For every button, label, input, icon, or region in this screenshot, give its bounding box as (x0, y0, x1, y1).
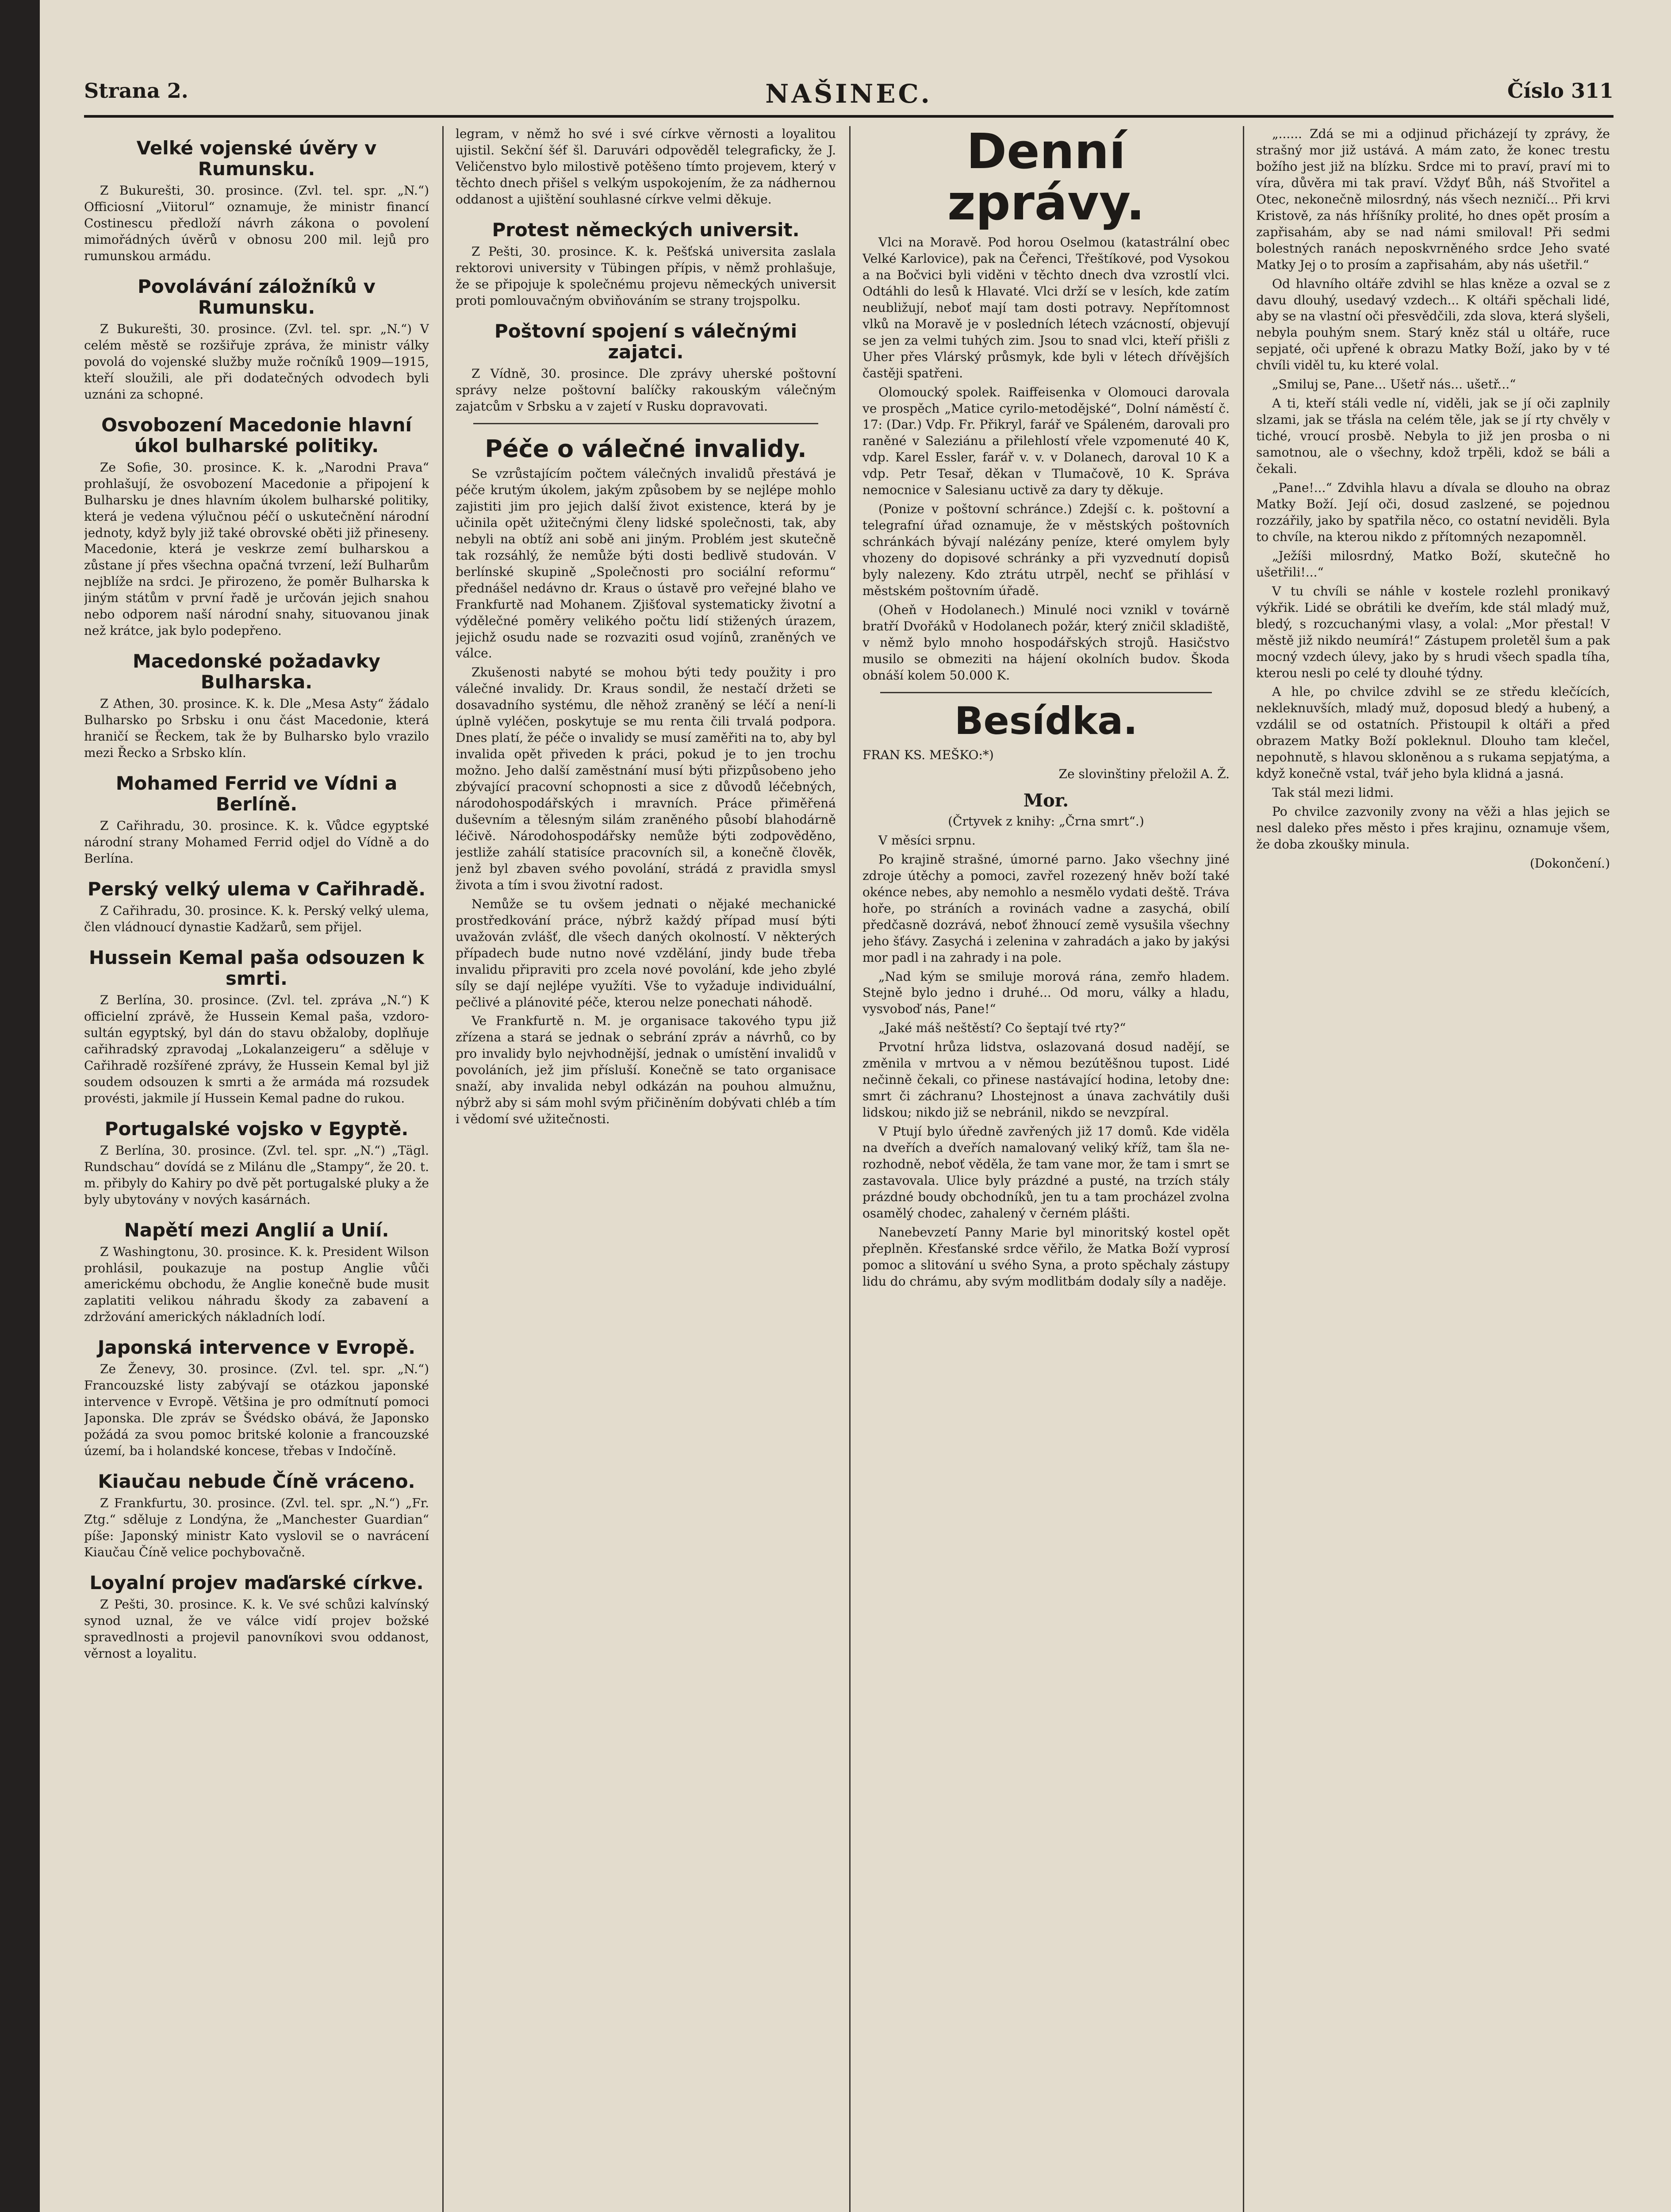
story-paragraph: „Pane!...“ Zdvihla hlavu a dívala se dlouho na obraz Matky Boží. Její oči, dosud zaslzené, se pojednou rozzářily, jako by spatřila něco, co ostatní neviděli. Byla to chvíle, na kterou nikdo z přítomných nezapomněl. (1256, 480, 1610, 544)
article-body: (Oheň v Hodolanech.) Minulé noci vznikl v továrně bratří Dvořáků v Hodolanech požár, který zničil skladiště, v němž bylo mnoho hospodářských strojů. Hasičstvo musilo se obmeziti na hájení okolních budov. Škoda obnáší kolem 50.000 K. (862, 602, 1230, 683)
article-headline: Kiaučau nebude Číně vráceno. (98, 1471, 415, 1493)
article-body: Nemůže se tu ovšem jednati o nějaké mechanické prostředkování práce, nýbrž každý případ musí býti uvažován zvlášť, dle všech daných okolností. V některých případech bude nutno nové vzdělání, jindy bude třeba invalidu připraviti pro zcela nové povolání, kde jeho zbylé síly se dají nejlépe využíti. Vše to vyžaduje individuální, pečlivé a plánovité péče, kterou nelze ponechati náhodě. (456, 896, 836, 1010)
article-body: Z Vídně, 30. prosince. Dle zprávy uherské poštovní správy nelze poštovní balíčky rakouským válečným zajatcům v Srbsku a v zajetí v Rusku dopravovati. (456, 366, 836, 414)
article-headline: Mohamed Ferrid ve Vídni a Berlíně. (115, 772, 398, 815)
article-body: Z Pešti, 30. prosince. K. k. Pešťská universita zaslala rektorovi university v Tübingen přípis, v němž prohlašuje, že se připojuje k společnému projevu německých universit proti pomlouvačným obviňováním se strany trojspolku. (456, 244, 836, 308)
article-body: Z Frankfurtu, 30. prosince. (Zvl. tel. spr. „N.“) „Fr. Ztg.“ sděluje z Londýna, že „Manchester Guardian“ píše: Japonský ministr Kato vyslovil se o navrácení Kiaučau Číně velice pochybovačně. (84, 1496, 429, 1559)
column-1 (84, 126, 429, 2212)
article-body: Z Bukurešti, 30. prosince. (Zvl. tel. spr. „N.“) V celém městě se rozšiřuje zpráva, že ministr války povolá do vojenské služby muže ročníků 1909—1915, kteří sloužili, ale při dodatečných odvodech byli uznáni za schopné. (84, 321, 429, 402)
article-headline: Portugalské vojsko v Egyptě. (104, 1118, 409, 1140)
article-body: Z Cařihradu, 30. prosince. K. k. Vůdce egyptské národní strany Mohamed Ferrid odjel do Vídně a do Berlína. (84, 818, 429, 866)
paper-title: NAŠINEC. (765, 79, 932, 109)
article-headline: Poštovní spojení s válečnými zajatci. (494, 320, 797, 363)
section-divider (473, 423, 818, 424)
story-paragraph: Po chvilce zazvonily zvony na věži a hlas jejich se nesl daleko přes město i přes krajinu, oznamuje všem, že doba zkoušky minula. (1256, 804, 1610, 852)
story-author: FRAN KS. MEŠKO:*) (862, 748, 994, 763)
article-body: Vlci na Moravě. Pod horou Oselmou (katastrální obec Velké Karlovice), pak na Čeřenci, Třeštíkové, pod Vysokou a na Bočvici byli viděni v těchto dnech dva vzrostlí vlci. Odtáhli do lesů k Hlavaté. Vlci drží se v lesích, kde zatím neubližují, neboť mají tam dosti potravy. Nepřítomnost vlků na Moravě je v posledních létech vzácností, objevují se jen za velmi tuhých zim. Jsou to snad vlci, kteří přišli z Uher přes Vlárský průsmyk, kde byli v létech dřívějších častěji spatřeni. (862, 235, 1230, 380)
article-body: Z Berlína, 30. prosince. (Zvl. tel. zpráva „N.“) K officielní zprávě, že Hussein Kemal paša, vzdoro-sultán egyptský, byl dán do stavu obžaloby, doplňuje cařihradský zpravodaj „Lokalanzeigeru“ a sděluje v Cařihradě rozšířené zprávy, že Hussein Kemal byl již soudem odsouzen k smrti a že armáda má rozsudek provésti, jakmile jí Hussein Kemal padne do rukou. (84, 993, 429, 1106)
story-continuation: (Dokončení.) (1529, 856, 1610, 871)
article-headline: Perský velký ulema v Cařihradě. (87, 878, 426, 900)
article-headline: Velké vojenské úvěry v Rumunsku. (136, 137, 377, 180)
article-body: legram, v němž ho své i své církve věrnosti a loyalitou ujistil. Sekční šéf šl. Daruvári odpověděl telegraficky, že J. Veličenstvo bylo milostivě potěšeno tímto projevem, který v těchto dnech přišel s velkým uspokojením, že za nádhernou oddanost a ujištění souhlasné církve velmi děkuje. (456, 127, 836, 207)
article-body: Z Berlína, 30. prosince. (Zvl. tel. spr. „N.“) „Tägl. Rundschau“ dovídá se z Milánu dle „Stampy“, že 20. t. m. přibyly do Kahiry po dvě pět portugalské pluky a že byly ubytovány v nových kasárnách. (84, 1143, 429, 1207)
section-divider (880, 692, 1212, 693)
story-subtitle: (Črtyvek z knihy: „Črna smrt“.) (948, 814, 1144, 829)
article-headline: Povolávání záložníků v Rumunsku. (138, 275, 376, 318)
section-title: Besídka. (954, 699, 1138, 743)
column-rule (1243, 126, 1244, 2212)
article-headline: Protest německých universit. (492, 219, 800, 241)
story-paragraph: Tak stál mezi lidmi. (1272, 785, 1394, 800)
issue-number: Číslo 311 (1507, 79, 1614, 103)
story-title: Mor. (1023, 790, 1069, 811)
story-translator: Ze slovinštiny přeložil A. Ž. (1058, 766, 1230, 781)
story-paragraph: „Nad kým se smiluje morová rána, zemřo hladem. Stejně bylo jedno i druhé... Od moru, války a hladu, vysvoboď nás, Pane!“ (862, 969, 1230, 1017)
story-paragraph: „Smiluj se, Pane... Ušetř nás... ušetř...“ (1272, 377, 1516, 392)
story-paragraph: Prvotní hrůza lidstva, oslazovaná dosud nadějí, se změnila v mrtvou a v němou bezútěšnou tupost. Lidé nečinně čekali, co přinese nastávající hodina, letoby dne: smrt či záchranu? Lhostejnost a únava zachvátily duši lidskou; nikdo již se nebránil, nikdo se nevzpíral. (862, 1040, 1230, 1120)
article-body: Ve Frankfurtě n. M. je organisace takového typu již zřízena a stará se jednak o sebrání zpráv a návrhů, co by pro invalidy bylo nejvhodnější, jednak o umístění invalidů v povoláních, jež jim přísluší. Konečně se tato organisace snaží, aby invalida nebyl odkázán na pouhou almužnu, nýbrž aby si sám mohl svým přičiněním dobývati chléb a tím i vědomí své užitečnosti. (456, 1014, 836, 1127)
story-paragraph: V Ptují bylo úředně zavřených již 17 domů. Kde viděla na dveřích a dveřích namalovaný veliký kříž, tam šla nerozhodně, neboť věděla, že tam vane mor, že tam i smrt se zastavovala. Ulice byly prázdné a pusté, na trzích stály prázdné boudy obchodníků, jen tu a tam procházel zvolna osamělý chodec, zahalený v černém plášti. (862, 1124, 1230, 1221)
article-headline: Osvobození Macedonie hlavní úkol bulharské politiky. (101, 414, 412, 457)
story-paragraph: „...... Zdá se mi a odjinud přicházejí ty zprávy, že strašný mor již ustává. A mám zato, že konec trestu božího jest již na blízku. Srdce mi to praví, praví mi to víra, důvěra mi tak praví. Vždyť Bůh, náš Stvořitel a Otec, nekonečně milosrdný, nás všech nezničí... Při krvi Kristově, za nás hříšníky prolité, ho dnes opět prosím a zapřisahám, aby se nad námi smiloval! Při sedmi bolestných ranách neposkvrněného srdce Jeho svaté Matky Jej o to prosím a zapřisahám, aby nás ušetřil.“ (1256, 127, 1610, 272)
column-2 (456, 126, 836, 2212)
story-paragraph: Nanebevzetí Panny Marie byl minoritský kostel opět přeplněn. Křesťanské srdce věřilo, že Matka Boží vyprosí pomoc a slitování u svého Syna, a proto spěchaly zástupy lidu do chrámu, aby svým modlitbám dodaly síly a naděje. (862, 1225, 1230, 1289)
column-4 (1256, 126, 1610, 2212)
article-body: Z Washingtonu, 30. prosince. K. k. President Wilson prohlásil, poukazuje na postup Anglie vůči americkému obchodu, že Anglie konečně bude musit zaplatiti velikou náhradu škody za zabavení a zdržování amerických nákladních lodí. (84, 1244, 429, 1325)
story-paragraph: A hle, po chvilce zdvihl se ze středu klečících, nekleknuvších, mladý muž, doposud bledý a hubený, a vzdálil se od ostatních. Přistoupil k oltáři a před obrazem Matky Boží pokleknul. Dlouho tam klečel, nepohnutě, s hlavou skloněnou a s rukama sepjatýma, a když konečně vstal, tvář jeho byla klidná a jasná. (1256, 684, 1610, 781)
section-title: Denní zprávy. (947, 126, 1145, 231)
article-body: Z Athen, 30. prosince. K. k. Dle „Mesa Asty“ žádalo Bulharsko po Srbsku i onu část Macedonie, která hraničí se Řeckem, tak že by Bulharsko bylo vrazilo mezi Řecko a Srbsko klín. (84, 696, 429, 760)
story-paragraph: A ti, kteří stáli vedle ní, viděli, jak se jí oči zaplnily slzami, jak se třásla na celém těle, jak se jí rty chvěly v tiché, vroucí prosbě. Nebyla to již jen prosba o ni samotnou, ale o všechny, kdož trpěli, kdož se báli a čekali. (1256, 396, 1610, 476)
story-paragraph: V měsíci srpnu. (878, 833, 976, 848)
column-rule (849, 126, 851, 2212)
story-paragraph: V tu chvíli se náhle v kostele rozlehl pronikavý výkřik. Lidé se obrátili ke dveřím, kde stál mladý muž, bledý, s rozcuchanými vlasy, a volal: „Mor přestal! V městě již nikdo neumírá!“ Zástupem proletěl šum a pak mocný vzdech úlevy, jako by s hrudi všech spadla tíha, kterou nesli po celé ty dlouhé týdny. (1256, 584, 1610, 680)
article-headline: Napětí mezi Anglií a Unií. (124, 1219, 389, 1241)
article-body: Se vzrůstajícím počtem válečných invalidů přestává je péče krutým úkolem, jakým způsobem by se nejlépe mohlo zajistiti jim pro jejich další život existence, která by je učinila opět užitečnými členy lidské společnosti, tak, aby nebyli na obtíž ani sobě ani jiným. Problém jest skutečně tak rozsáhlý, že nemůže býti dosti bedlivě studován. V berlínské skupině „Společnosti pro sociální reformu“ přednášel nedávno dr. Kraus o ústavě pro veřejné blaho ve Frankfurtě nad Mohanem. Zjišťoval systematicky životní a výdělečné poměry velikého počtu lidí stižených úrazem, jejichž osudu nade se rozvaziti osud vojínů, zraněných ve válce. (456, 466, 836, 661)
article-headline: Macedonské požadavky Bulharska. (132, 650, 381, 693)
article-body: Z Bukurešti, 30. prosince. (Zvl. tel. spr. „N.“) Officiosní „Viitorul“ oznamuje, že ministr financí Costinescu předloží návrh zákona o povolení mimořádných úvěrů v obnosu 200 mil. lejů pro rumunskou armádu. (84, 183, 429, 263)
article-body: Zkušenosti nabyté se mohou býti tedy použity i pro válečné invalidy. Dr. Kraus sondil, že nestačí držeti se dosavadního systému, dle něhož zraněný se léčí a není-li úplně vyléčen, poskytuje se mu renta čili trvalá podpora. Dnes platí, že péče o invalidy se musí zaměřiti na to, aby byl invalida opět přiveden k práci, pokud je to jen trochu možno. Jeho další zaměstnání musí býti přizpůsobeno jeho zbývající pracovní schopnosti a sice z důvodů léčebných, národohospodářských i mravních. Práce přiměřená duševním a tělesným silám zraněného působí blahodárně léčivě. Národohospodářsky nemůže býti zodpověděno, jestliže zahálí statisíce pracovních sil, a konečně člověk, jenž byl zbaven svého povolání, strádá z pravidla smysl života a tím i svou životní radost. (456, 665, 836, 892)
article-body: Z Cařihradu, 30. prosince. K. k. Perský velký ulema, člen vládnoucí dynastie Kadžarů, sem přijel. (84, 903, 429, 934)
story-paragraph: „Ježíši milosrdný, Matko Boží, skutečně ho ušetřili!...“ (1256, 548, 1610, 580)
article-body: Z Pešti, 30. prosince. K. k. Ve své schůzi kalvínský synod uznal, že ve válce vidí projev božské spravedlnosti a projevil panovníkovi svou oddanost, věrnost a loyalitu. (84, 1597, 429, 1661)
page-label: Strana 2. (84, 79, 188, 103)
article-headline: Japonská intervence v Evropě. (97, 1336, 416, 1359)
article-headline: Loyalní projev maďarské církve. (89, 1571, 424, 1594)
column-3 (862, 126, 1230, 2212)
column-rule (442, 126, 444, 2212)
article-headline: Péče o válečné invalidy. (485, 434, 807, 463)
story-paragraph: „Jaké máš neštěstí? Co šeptají tvé rty?“ (878, 1021, 1126, 1036)
story-paragraph: Po krajině strašné, úmorné parno. Jako všechny jiné zdroje útěchy a pomoci, zavřel rozezený hněv boží také okénce nebes, aby nemohlo a nesmělo vydati deště. Tráva hoře, po stráních a rovinách vadne a zasychá, obilí předčasně dozrává, neboť žhnoucí země vysušila všechny jeho šťávy. Zasychá i zelenina v zahradách a jako by jakýsi mor padl i na zahrady i na pole. (862, 852, 1230, 965)
article-body: Ze Ženevy, 30. prosince. (Zvl. tel. spr. „N.“) Francouzské listy zabývají se otázkou japonské intervence v Evropě. Většina je pro odmítnutí pomoci Japonska. Dle zpráv se Švédsko obává, že Japonsko požádá za svou pomoc britské kolonie a francouzské území, ba i holandské koncese, třebas v Indočíně. (84, 1362, 429, 1459)
page-header (84, 75, 1614, 118)
article-body: Ze Sofie, 30. prosince. K. k. „Narodni Prava“ prohlašují, že osvobození Macedonie a připojení k Bulharsku je dnes hlavním úkolem bulharské politiky, která je vedena výlučnou péčí o uskutečnění národní jednoty, když byly již také obrovské oběti již přineseny. Macedonie, která je veskrze zemí bulharskou a zůstane jí přes všechna opačná tvrzení, leží Bulharům nejblíže na srdci. Je přirozeno, že poměr Bulharska k jiným státům v první řadě je určován jejich snahou nebo odporem naší národní snahy, situovanou jinak než krátce, jak bylo podepřeno. (84, 460, 429, 638)
article-body: (Ponize v poštovní schránce.) Zdejší c. k. poštovní a telegrafní úřad oznamuje, že v městských poštovních schránkách bývají nalézány peníze, které omylem byly vhozeny do dopisové schránky a při vyzvednutí dopisů byly nalezeny. Kdo ztrátu utrpěl, nechť se přihlásí v městském poštovním úřadě. (862, 502, 1230, 599)
article-headline: Hussein Kemal paša odsouzen k smrti. (88, 946, 425, 989)
article-body: Olomoucký spolek. Raiffeisenka v Olomouci darovala ve prospěch „Matice cyrilo-metodějské“, Dolní náměstí č. 17: (Dar.) Vdp. Fr. Přikryl, farář ve Spáleném, darovali pro raněné v Saleziánu a přilehlostí vřele vzpomenuté 40 K, vdp. Karel Essler, farář v. v. v Dolanech, daroval 10 K a vdp. Petr Tesař, děkan v Tlumačově, 10 K. Správa nemocnice v Salesianu uctivě za dary ty děkuje. (862, 384, 1230, 498)
story-paragraph: Od hlavního oltáře zdvihl se hlas kněze a ozval se z davu dlouhý, usedavý vzdech... K oltáři spěchali lidé, aby se na vlastní oči přesvědčili, zda slova, která slyšeli, nebyla pouhým snem. Starý kněz stál u oltáře, ruce sepjaté, oči upřené k obrazu Matky Boží, jako by v té chvíli viděl tu, ku které volal. (1256, 276, 1610, 373)
